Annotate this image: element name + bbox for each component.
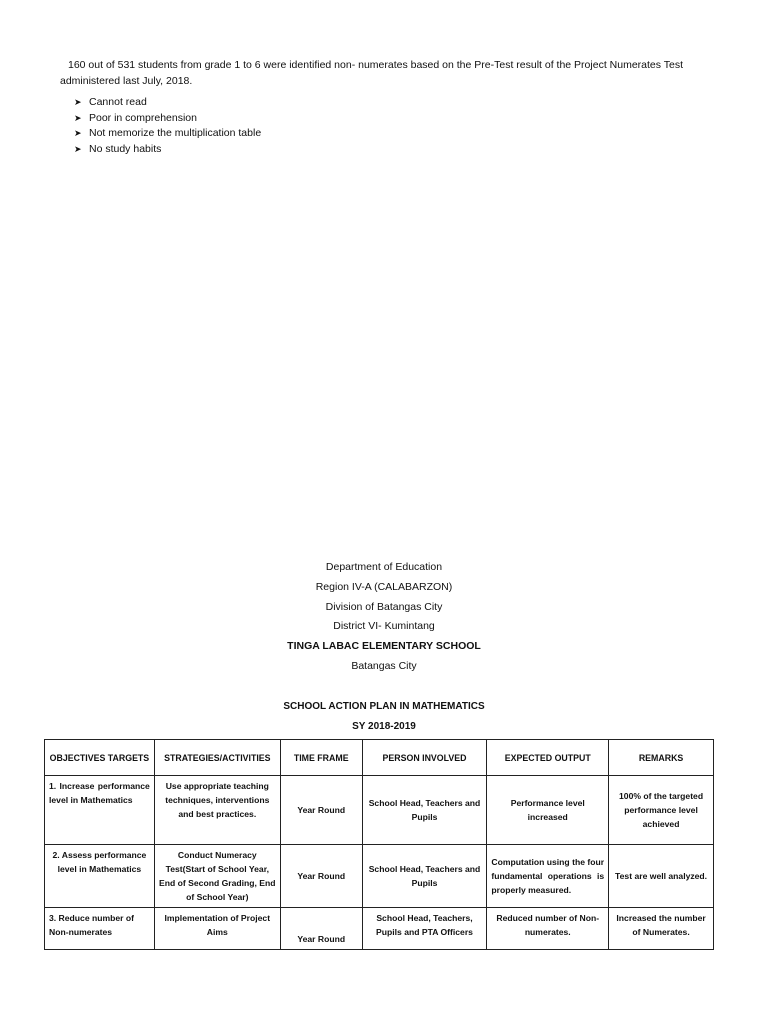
persons-cell: School Head, Teachers, Pupils and PTA Officers <box>362 908 487 950</box>
time-frame-cell: Year Round <box>280 776 362 845</box>
remarks-cell: Test are well analyzed. <box>609 845 714 908</box>
finding-label: Not memorize the multiplication table <box>89 127 262 139</box>
table-row <box>45 908 714 950</box>
column-header: TIME FRAME <box>280 740 362 776</box>
finding-label: Poor in comprehension <box>89 111 197 124</box>
column-header: REMARKS <box>609 740 714 776</box>
column-header: STRATEGIES/ACTIVITIES <box>154 740 280 776</box>
list-item <box>74 111 261 127</box>
finding-label: No study habits <box>89 142 162 155</box>
arrowhead-bullet-icon: ➤ <box>74 97 82 108</box>
column-header: OBJECTIVES TARGETS <box>45 740 155 776</box>
school-letterhead <box>0 558 768 677</box>
output-cell: Computation using the four fundamental operations is properly measured. <box>487 845 609 908</box>
plan-title-block <box>0 697 768 737</box>
table-row <box>45 845 714 908</box>
objective-cell: 1. Increase performance level in Mathematics <box>45 776 155 845</box>
remarks-cell: Increased the number of Numerates. <box>609 908 714 950</box>
school-year: SY 2018-2019 <box>352 721 416 732</box>
finding-label: Cannot read <box>89 96 147 108</box>
district-line: District VI- Kumintang <box>333 620 435 633</box>
list-item <box>74 126 261 142</box>
time-frame-cell: Year Round <box>280 845 362 908</box>
strategy-cell: Use appropriate teaching techniques, interventions and best practices. <box>154 776 280 845</box>
plan-title: SCHOOL ACTION PLAN IN MATHEMATICS <box>283 701 485 712</box>
output-cell: Performance level increased <box>487 776 609 845</box>
action-plan-table <box>44 739 714 950</box>
time-frame-cell: Year Round <box>280 908 362 950</box>
objective-cell: 3. Reduce number of Non-numerates <box>45 908 155 950</box>
findings-list <box>74 95 261 157</box>
persons-cell: School Head, Teachers and Pupils <box>362 845 487 908</box>
column-header: EXPECTED OUTPUT <box>487 740 609 776</box>
region-line: Region IV-A (CALABARZON) <box>315 580 453 593</box>
arrowhead-bullet-icon: ➤ <box>74 112 82 123</box>
strategy-cell: Implementation of Project Aims <box>154 908 280 950</box>
intro-paragraph: 160 out of 531 students from grade 1 to 6 were identified non- numerates based on the Pre-Test result of the Project Numerates Test administered last July, 2018. <box>60 59 683 87</box>
strategy-cell: Conduct Numeracy Test(Start of School Year, End of Second Grading, End of School Year) <box>154 845 280 908</box>
division-line: Division of Batangas City <box>325 600 443 613</box>
persons-cell: School Head, Teachers and Pupils <box>362 776 487 845</box>
city-line: Batangas City <box>351 659 417 672</box>
output-cell: Reduced number of Non-numerates. <box>487 908 609 950</box>
column-header: PERSON INVOLVED <box>362 740 487 776</box>
arrowhead-bullet-icon: ➤ <box>74 143 82 154</box>
table-row <box>45 776 714 845</box>
remarks-cell: 100% of the targeted performance level achieved <box>609 776 714 845</box>
school-name: TINGA LABAC ELEMENTARY SCHOOL <box>287 640 481 653</box>
list-item <box>74 95 261 111</box>
objective-cell: 2. Assess performance level in Mathematics <box>45 845 155 908</box>
table-header-row <box>45 740 714 776</box>
list-item <box>74 142 261 158</box>
department-line: Department of Education <box>325 561 443 573</box>
arrowhead-bullet-icon: ➤ <box>74 128 82 139</box>
